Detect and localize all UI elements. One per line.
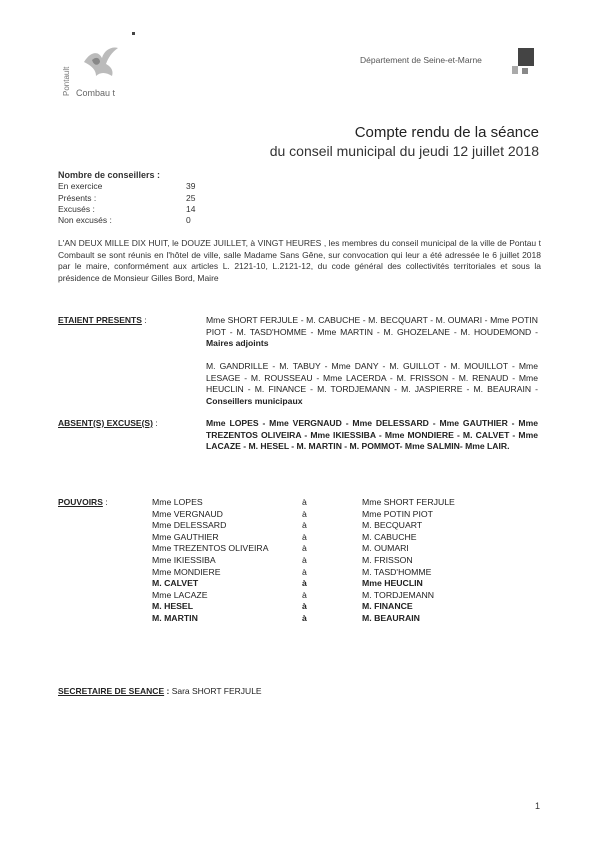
pouvoir-to: M. BEAURAIN <box>362 612 420 623</box>
intro-paragraph: L'AN DEUX MILLE DIX HUIT, le DOUZE JUILLET, à VINGT HEURES , les membres du conseil municipal de la ville de Pontau t Combault se sont réunis en l'hôtel de ville, salle Madame Sans Gêne, sur convocation qui leur a été adressée le 6 juillet 2018 par le maire, conformément aux articles L. 2121-10, L.2121-12, du code général des collectivités territoriales et sous la présidence de Monsieur Gilles Bord, Maire <box>58 238 541 283</box>
conseillers-role: Conseillers municipaux <box>206 395 303 406</box>
pouvoir-a: à <box>302 508 307 519</box>
secretaire-label: SECRETAIRE DE SEANCE <box>58 686 165 696</box>
secretaire-name: Sara SHORT FERJULE <box>171 686 262 696</box>
pouvoirs-colon: : <box>102 497 108 507</box>
pouvoir-row <box>152 509 512 521</box>
pouvoir-row <box>152 601 512 613</box>
adjoints-names: Mme SHORT FERJULE - M. CABUCHE - M. BECQUART - M. OUMARI - Mme POTIN PIOT - M. TASD'HOMME - Mme MARTIN - M. GHOZELANE - M. HOUDEMOND - <box>206 315 538 337</box>
pouvoir-to: M. BECQUART <box>362 520 423 531</box>
stat-label: Non excusés : <box>58 215 112 226</box>
pouvoir-to: Mme SHORT FERJULE <box>362 497 455 507</box>
presents-colon: : <box>141 315 147 325</box>
pouvoir-from: Mme MONDIERE <box>152 566 221 577</box>
pouvoir-a: à <box>302 566 307 577</box>
pouvoir-from: Mme GAUTHIER <box>152 531 219 542</box>
pouvoir-to: M. CABUCHE <box>362 531 417 542</box>
presents-label: ETAIENT PRESENTS <box>58 315 142 325</box>
stat-label: Présents : <box>58 192 97 203</box>
stat-label: En exercice <box>58 181 103 192</box>
presents-group-conseillers <box>206 361 538 407</box>
logo-vertical-text: Pontault <box>62 66 71 96</box>
pouvoir-a: à <box>302 578 307 589</box>
pouvoir-to: M. FINANCE <box>362 601 413 612</box>
presents-group-adjoints <box>206 315 538 350</box>
pouvoir-a: à <box>302 531 307 542</box>
pouvoir-row <box>152 578 512 590</box>
pouvoir-a: à <box>302 543 307 554</box>
stat-row <box>58 204 216 215</box>
pouvoir-to: M. TASD'HOMME <box>362 566 432 577</box>
pouvoir-a: à <box>302 554 307 565</box>
stat-row <box>58 193 216 204</box>
corner-mark <box>512 48 534 74</box>
absents-names: Mme LOPES - Mme VERGNAUD - Mme DELESSARD - Mme GAUTHIER - Mme TREZENTOS OLIVEIRA - Mme IKIESSIBA - Mme MONDIERE - M. CALVET - Mme LACAZE - M. HESEL - M. MARTIN - M. POMMOT- Mme SALMIN- Mme LAIR. <box>206 418 538 451</box>
absents-colon: : <box>152 418 158 428</box>
pouvoirs-label-wrap <box>58 497 108 507</box>
pouvoir-row <box>152 497 512 509</box>
pouvoir-row <box>152 532 512 544</box>
pouvoir-to: Mme POTIN PIOT <box>362 508 433 519</box>
pouvoir-to: M. TORDJEMANN <box>362 589 435 600</box>
stat-row <box>58 181 216 192</box>
page-title: Compte rendu de la séance <box>354 124 539 141</box>
conseillers-names: M. GANDRILLE - M. TABUY - Mme DANY - M. GUILLOT - M. MOUILLOT - Mme LESAGE - M. ROUSSEAU - Mme LACERDA - M. FRISSON - M. RENAUD - Mme HEUCLIN - M. FINANCE - M. TORDJEMANN - M. JASPIERRE - M. BEAURAIN - <box>206 361 538 394</box>
pouvoir-from: Mme IKIESSIBA <box>152 554 216 565</box>
stat-value: 14 <box>186 203 196 214</box>
councillor-stats <box>58 170 216 226</box>
pouvoir-from: Mme VERGNAUD <box>152 508 223 519</box>
pouvoir-a: à <box>302 589 307 600</box>
department-label: Département de Seine-et-Marne <box>360 55 482 65</box>
stat-label: Excusés : <box>58 203 95 214</box>
pouvoir-row <box>152 613 512 625</box>
stat-value: 25 <box>186 192 196 203</box>
city-logo <box>62 30 134 100</box>
pouvoir-row <box>152 555 512 567</box>
secretaire-wrap <box>58 686 262 696</box>
pouvoir-to: M. FRISSON <box>362 554 413 565</box>
absents-label-wrap <box>58 418 158 428</box>
logo-dot <box>132 32 135 35</box>
pouvoir-from: Mme LACAZE <box>152 589 208 600</box>
pouvoirs-table <box>152 497 512 625</box>
pouvoir-from: Mme TREZENTOS OLIVEIRA <box>152 543 269 554</box>
secretaire-colon: : <box>164 686 170 696</box>
pouvoir-from: Mme DELESSARD <box>152 520 227 531</box>
stat-value: 0 <box>186 215 191 226</box>
pouvoir-row <box>152 590 512 602</box>
pouvoir-to: Mme HEUCLIN <box>362 578 423 589</box>
stat-row <box>58 215 216 226</box>
logo-text: Combau t <box>76 88 116 98</box>
bird-logo-icon <box>78 40 122 84</box>
pouvoir-from: M. MARTIN <box>152 612 198 623</box>
pouvoir-a: à <box>302 612 307 623</box>
pouvoir-row <box>152 543 512 555</box>
pouvoir-from: M. HESEL <box>152 601 194 612</box>
pouvoir-from: M. CALVET <box>152 578 199 589</box>
pouvoir-row <box>152 567 512 579</box>
pouvoir-from: Mme LOPES <box>152 497 203 507</box>
absents-label: ABSENT(S) EXCUSE(S) <box>58 418 153 428</box>
stats-heading: Nombre de conseillers : <box>58 170 161 180</box>
pouvoir-a: à <box>302 497 307 507</box>
pouvoir-a: à <box>302 601 307 612</box>
page-subtitle: du conseil municipal du jeudi 12 juillet 2018 <box>269 143 539 159</box>
pouvoir-a: à <box>302 520 307 531</box>
presents-label-wrap <box>58 315 147 325</box>
stat-value: 39 <box>186 181 196 192</box>
adjoints-role: Maires adjoints <box>206 338 269 348</box>
page-number: 1 <box>535 801 541 811</box>
pouvoirs-label: POUVOIRS <box>58 497 103 507</box>
pouvoir-to: M. OUMARI <box>362 543 409 554</box>
pouvoir-row <box>152 520 512 532</box>
